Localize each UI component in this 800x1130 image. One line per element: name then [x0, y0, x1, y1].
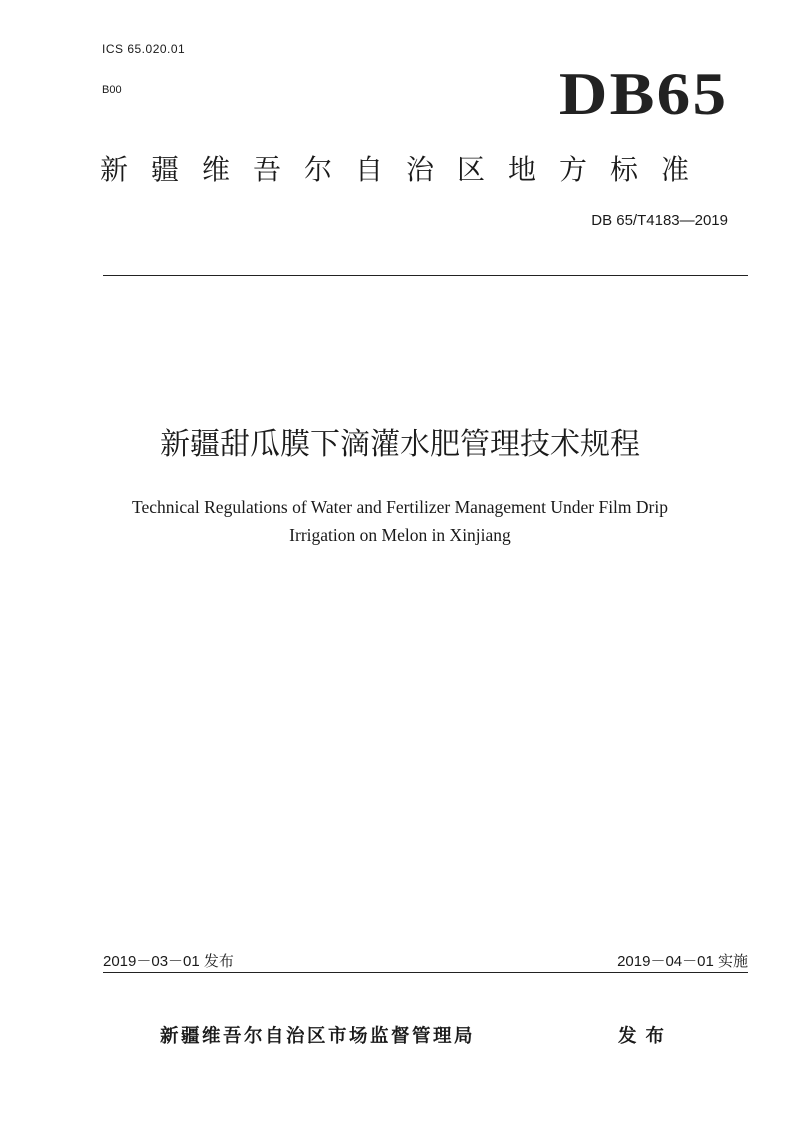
ccs-code: B00	[102, 84, 122, 96]
ics-code: ICS 65.020.01	[102, 42, 186, 56]
issue-label: 发布	[618, 1026, 674, 1047]
db-logo: DB65	[558, 61, 728, 127]
standard-type-heading: 新疆维吾尔自治区地方标准	[100, 153, 713, 186]
top-divider	[103, 275, 748, 276]
bottom-divider	[103, 972, 748, 973]
standard-number: DB 65/T4183—2019	[591, 212, 728, 229]
publish-date: 2019－03－01 发布	[103, 953, 234, 970]
implement-date: 2019－04－01 实施	[617, 953, 748, 970]
issuing-authority: 新疆维吾尔自治区市场监督管理局	[160, 1026, 476, 1047]
english-title-line-2: Irrigation on Melon in Xinjiang	[289, 525, 511, 545]
document-title-chinese: 新疆甜瓜膜下滴灌水肥管理技术规程	[160, 427, 640, 462]
document-title-english	[100, 493, 700, 549]
english-title-line-1: Technical Regulations of Water and Fertilizer Management Under Film Drip	[132, 497, 668, 517]
